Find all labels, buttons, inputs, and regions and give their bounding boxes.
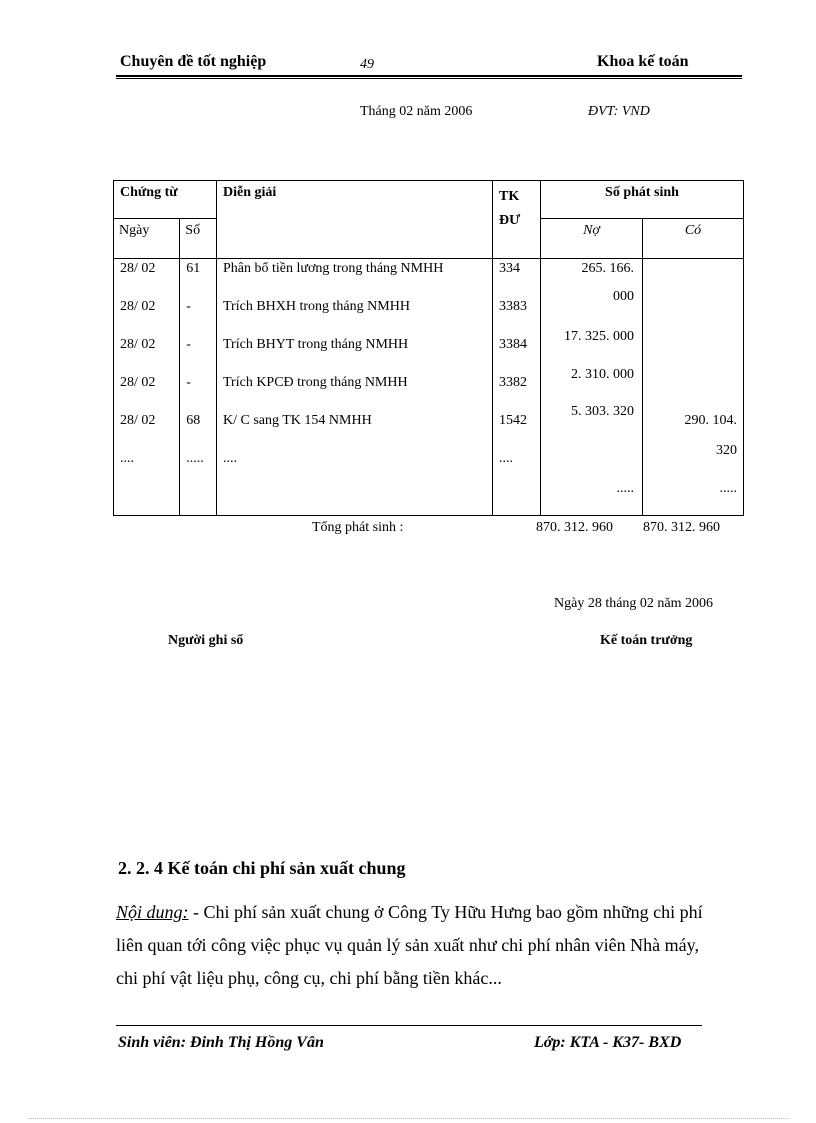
total-co: 870. 312. 960: [643, 520, 720, 535]
page-edge: [28, 1118, 788, 1119]
row-tk: 3382: [499, 375, 527, 390]
no-value: .....: [616, 481, 634, 496]
para-line-2: liên quan tới công việc phục vụ quản lý sản xuất như chi phí nhân viên Nhà máy,: [116, 935, 699, 955]
section-paragraph: [116, 896, 746, 995]
total-label: Tổng phát sinh :: [312, 520, 404, 535]
sign-right: Kế toán trưởng: [600, 633, 693, 648]
footer-right: Lớp: KTA - K37- BXD: [534, 1034, 682, 1051]
row-tk: 1542: [499, 413, 527, 428]
row-diengiai: Trích KPCĐ trong tháng NMHH: [223, 375, 408, 390]
row-ngay: 28/ 02: [120, 299, 156, 314]
body-ngay: [114, 259, 180, 516]
row-tk: 3383: [499, 299, 527, 314]
row-diengiai: ....: [223, 451, 237, 466]
co-value: 320: [716, 443, 737, 458]
header-rule: [116, 75, 742, 79]
no-value: 17. 325. 000: [564, 329, 634, 344]
row-ngay: 28/ 02: [120, 375, 156, 390]
row-so: 61: [186, 261, 201, 276]
ledger-table: [113, 180, 744, 516]
row-so: 68: [186, 413, 201, 428]
header-left: Chuyên đề tốt nghiệp: [120, 53, 267, 70]
para-line-3: chi phí vật liệu phụ, công cụ, chi phí bằng tiền khác...: [116, 968, 502, 988]
row-so: -: [186, 375, 191, 390]
sign-date: Ngày 28 tháng 02 năm 2006: [554, 596, 714, 611]
period: Tháng 02 năm 2006: [360, 104, 473, 119]
row-ngay: 28/ 02: [120, 413, 156, 428]
row-ngay: 28/ 02: [120, 261, 156, 276]
footer-left: Sinh viên: Đinh Thị Hồng Vân: [118, 1034, 324, 1051]
row-diengiai: Trích BHXH trong tháng NMHH: [223, 299, 410, 314]
row-diengiai: Trích BHYT trong tháng NMHH: [223, 337, 409, 352]
body-diengiai: [217, 259, 493, 516]
para-line-1: [116, 896, 746, 929]
row-tk: ....: [499, 451, 513, 466]
no-value: 265. 166.: [581, 261, 634, 276]
unit: ĐVT: VND: [588, 104, 650, 119]
row-so: -: [186, 337, 191, 352]
col-tkdu: [493, 181, 541, 259]
col-ngay: Ngày: [114, 219, 180, 259]
row-tk: 3384: [499, 337, 527, 352]
row-so: -: [186, 299, 191, 314]
para-line1-text: - Chi phí sản xuất chung ở Công Ty Hữu Hưng bao gồm những chi phí: [188, 902, 703, 922]
body-co: [643, 259, 744, 516]
body-no: [541, 259, 643, 516]
co-value: 290. 104.: [684, 413, 737, 428]
row-so: .....: [186, 451, 204, 466]
no-value: 2. 310. 000: [571, 367, 634, 382]
total-no: 870. 312. 960: [536, 520, 613, 535]
row-ngay: ....: [120, 451, 134, 466]
no-value: 000: [613, 289, 634, 304]
col-no: Nợ: [541, 219, 643, 259]
col-tkdu-line2: ĐƯ: [499, 213, 521, 228]
header-right: Khoa kế toán: [597, 53, 689, 70]
body-so: [180, 259, 217, 516]
row-tk: 334: [499, 261, 520, 276]
page-number: 49: [360, 57, 374, 72]
body-tk: [493, 259, 541, 516]
col-co: Có: [643, 219, 744, 259]
co-value: .....: [719, 481, 737, 496]
para-lead: Nội dung:: [116, 902, 189, 922]
col-chungtu: Chứng từ: [114, 181, 217, 219]
col-sophatsinh: Số phát sinh: [541, 181, 744, 219]
sign-left: Người ghi sổ: [168, 633, 244, 648]
section-title: 2. 2. 4 Kế toán chi phí sản xuất chung: [118, 858, 406, 878]
col-tkdu-line1: TK: [499, 189, 520, 204]
no-value: 5. 303. 320: [571, 404, 634, 419]
row-diengiai: Phân bổ tiền lương trong tháng NMHH: [223, 261, 444, 276]
row-ngay: 28/ 02: [120, 337, 156, 352]
footer-rule: [116, 1025, 702, 1026]
col-so: Số: [180, 219, 217, 259]
row-diengiai: K/ C sang TK 154 NMHH: [223, 413, 372, 428]
col-diengiai: Diễn giải: [217, 181, 493, 259]
